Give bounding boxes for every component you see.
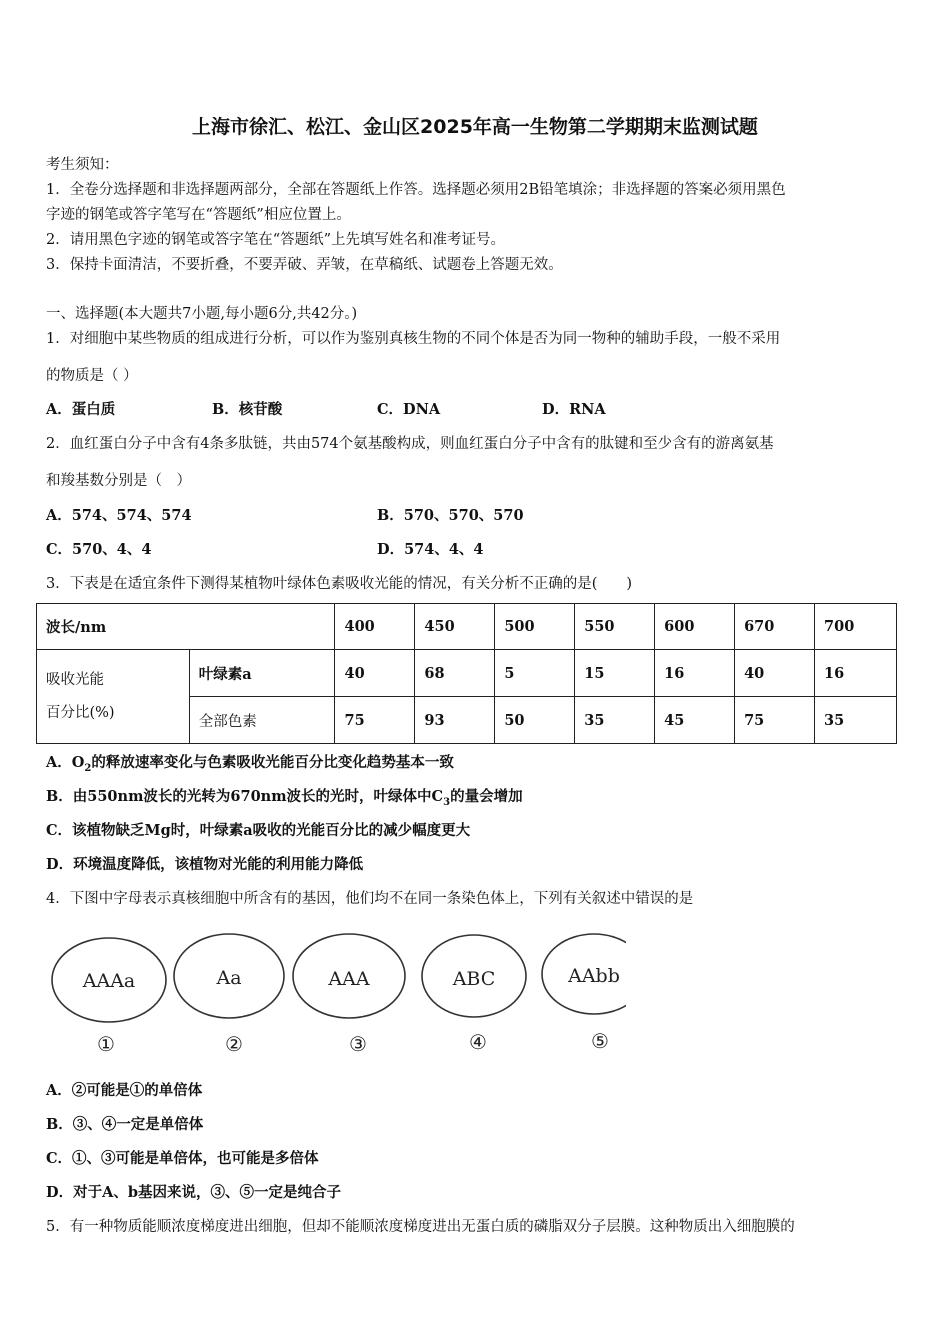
q2-option-c: C．570、4、4 — [46, 541, 152, 558]
q3-option-a-sub: 2 — [84, 762, 92, 774]
q3-option-b-pre: B．由550nm波长的光转为670nm波长的光时，叶绿体中C — [46, 788, 444, 805]
section-heading: 一、选择题(本大题共7小题,每小题6分,共42分。) — [46, 306, 358, 322]
wavelength-cell: 500 — [495, 604, 575, 650]
q2-option-a: A．574、574、574 — [46, 507, 192, 524]
notice-heading: 考生须知： — [46, 157, 119, 173]
cell-1-label: ① — [97, 1032, 115, 1056]
notice-item: 字迹的钢笔或答字笔写在“答题纸”相应位置上。 — [46, 207, 351, 223]
table-cell: 45 — [655, 697, 735, 744]
question-3-stem: 3．下表是在适宜条件下测得某植物叶绿体色素吸收光能的情况，有关分析不正确的是( ) — [46, 576, 633, 592]
cell-1-genes: AAAa — [82, 970, 136, 992]
cell-2-genes: Aa — [216, 967, 242, 989]
absorb-label-line1: 吸收光能 — [46, 671, 104, 688]
q1-option-c: C．DNA — [377, 401, 441, 418]
q3-option-b — [46, 785, 523, 808]
wavelength-cell: 400 — [335, 604, 415, 650]
q1-option-d: D．RNA — [542, 401, 606, 418]
table-cell: 16 — [655, 650, 735, 697]
q3-option-c: C．该植物缺乏Mg时，叶绿素a吸收的光能百分比的减少幅度更大 — [46, 822, 471, 839]
q1-option-b: B．核苷酸 — [212, 401, 283, 418]
wavelength-cell: 670 — [735, 604, 815, 650]
cell-5-genes: AAbb — [568, 965, 620, 987]
wavelength-cell: 550 — [575, 604, 655, 650]
table-cell: 40 — [735, 650, 815, 697]
question-2-stem: 2．血红蛋白分子中含有4条多肽链，共由574个氨基酸构成，则血红蛋白分子中含有的肽键和至少含有的游离氨基 — [46, 436, 774, 452]
row-label-all-pigments: 全部色素 — [189, 697, 335, 744]
table-cell: 40 — [335, 650, 415, 697]
table-cell: 35 — [815, 697, 897, 744]
wavelength-cell: 600 — [655, 604, 735, 650]
cell-3-label: ③ — [349, 1032, 367, 1056]
question-4-stem: 4．下图中字母表示真核细胞中所含有的基因，他们均不在同一条染色体上，下列有关叙述中错误的是 — [46, 891, 694, 907]
wavelength-cell: 450 — [415, 604, 495, 650]
q3-option-d: D．环境温度降低，该植物对光能的利用能力降低 — [46, 856, 364, 873]
table-cell: 68 — [415, 650, 495, 697]
q4-option-d: D．对于A、b基因来说，③、⑤一定是纯合子 — [46, 1184, 341, 1201]
page-title: 上海市徐汇、松江、金山区2025年高一生物第二学期期末监测试题 — [192, 116, 758, 138]
notice-item: 2．请用黑色字迹的钢笔或答字笔在“答题纸”上先填写姓名和准考证号。 — [46, 232, 506, 248]
q4-option-b: B．③、④一定是单倍体 — [46, 1116, 204, 1133]
question-1-stem: 1．对细胞中某些物质的组成进行分析，可以作为鉴别真核生物的不同个体是否为同一物种的辅助手段，一般不采用 — [46, 331, 781, 347]
q3-option-a-pre: A．O — [46, 754, 85, 771]
q4-option-c: C．①、③可能是单倍体，也可能是多倍体 — [46, 1150, 319, 1167]
row-label-chlorophyll-a: 叶绿素a — [189, 650, 335, 697]
cells-figure — [46, 930, 626, 1060]
q3-option-b-sub: 3 — [443, 796, 451, 808]
absorb-label-line2: 百分比(%) — [46, 704, 115, 721]
table-cell: 93 — [415, 697, 495, 744]
q3-option-a-post: 的释放速率变化与色素吸收光能百分比变化趋势基本一致 — [91, 754, 454, 771]
q2-option-b: B．570、570、570 — [377, 507, 524, 524]
table-cell: 16 — [815, 650, 897, 697]
cell-2-label: ② — [225, 1032, 243, 1056]
header-wavelength: 波长/nm — [37, 604, 335, 650]
q3-option-a — [46, 751, 454, 774]
table-cell: 75 — [335, 697, 415, 744]
table-cell: 75 — [735, 697, 815, 744]
table-cell: 35 — [575, 697, 655, 744]
wavelength-cell: 700 — [815, 604, 897, 650]
question-1-stem-cont: 的物质是（ ） — [46, 368, 138, 384]
question-5-stem: 5．有一种物质能顺浓度梯度进出细胞，但却不能顺浓度梯度进出无蛋白质的磷脂双分子层膜。这种物质出入细胞膜的 — [46, 1219, 795, 1235]
cell-3-genes: AAA — [328, 968, 370, 990]
table-cell: 50 — [495, 697, 575, 744]
q2-option-d: D．574、4、4 — [377, 541, 484, 558]
notice-item: 1．全卷分选择题和非选择题两部分，全部在答题纸上作答。选择题必须用2B铅笔填涂；非选择题的答案必须用黑色 — [46, 182, 786, 198]
table-cell: 15 — [575, 650, 655, 697]
q1-option-a: A．蛋白质 — [46, 401, 116, 418]
cell-5-label: ⑤ — [591, 1029, 609, 1053]
cell-4-genes: ABC — [452, 968, 496, 990]
absorption-table — [36, 603, 897, 744]
question-2-stem-cont: 和羧基数分别是（ ） — [46, 473, 191, 489]
q3-option-b-post: 的量会增加 — [450, 788, 523, 805]
q4-option-a: A．②可能是①的单倍体 — [46, 1082, 203, 1099]
table-cell: 5 — [495, 650, 575, 697]
notice-item: 3．保持卡面清洁，不要折叠，不要弄破、弄皱，在草稿纸、试题卷上答题无效。 — [46, 257, 563, 273]
header-absorb — [37, 650, 190, 744]
cell-4-label: ④ — [469, 1030, 487, 1054]
